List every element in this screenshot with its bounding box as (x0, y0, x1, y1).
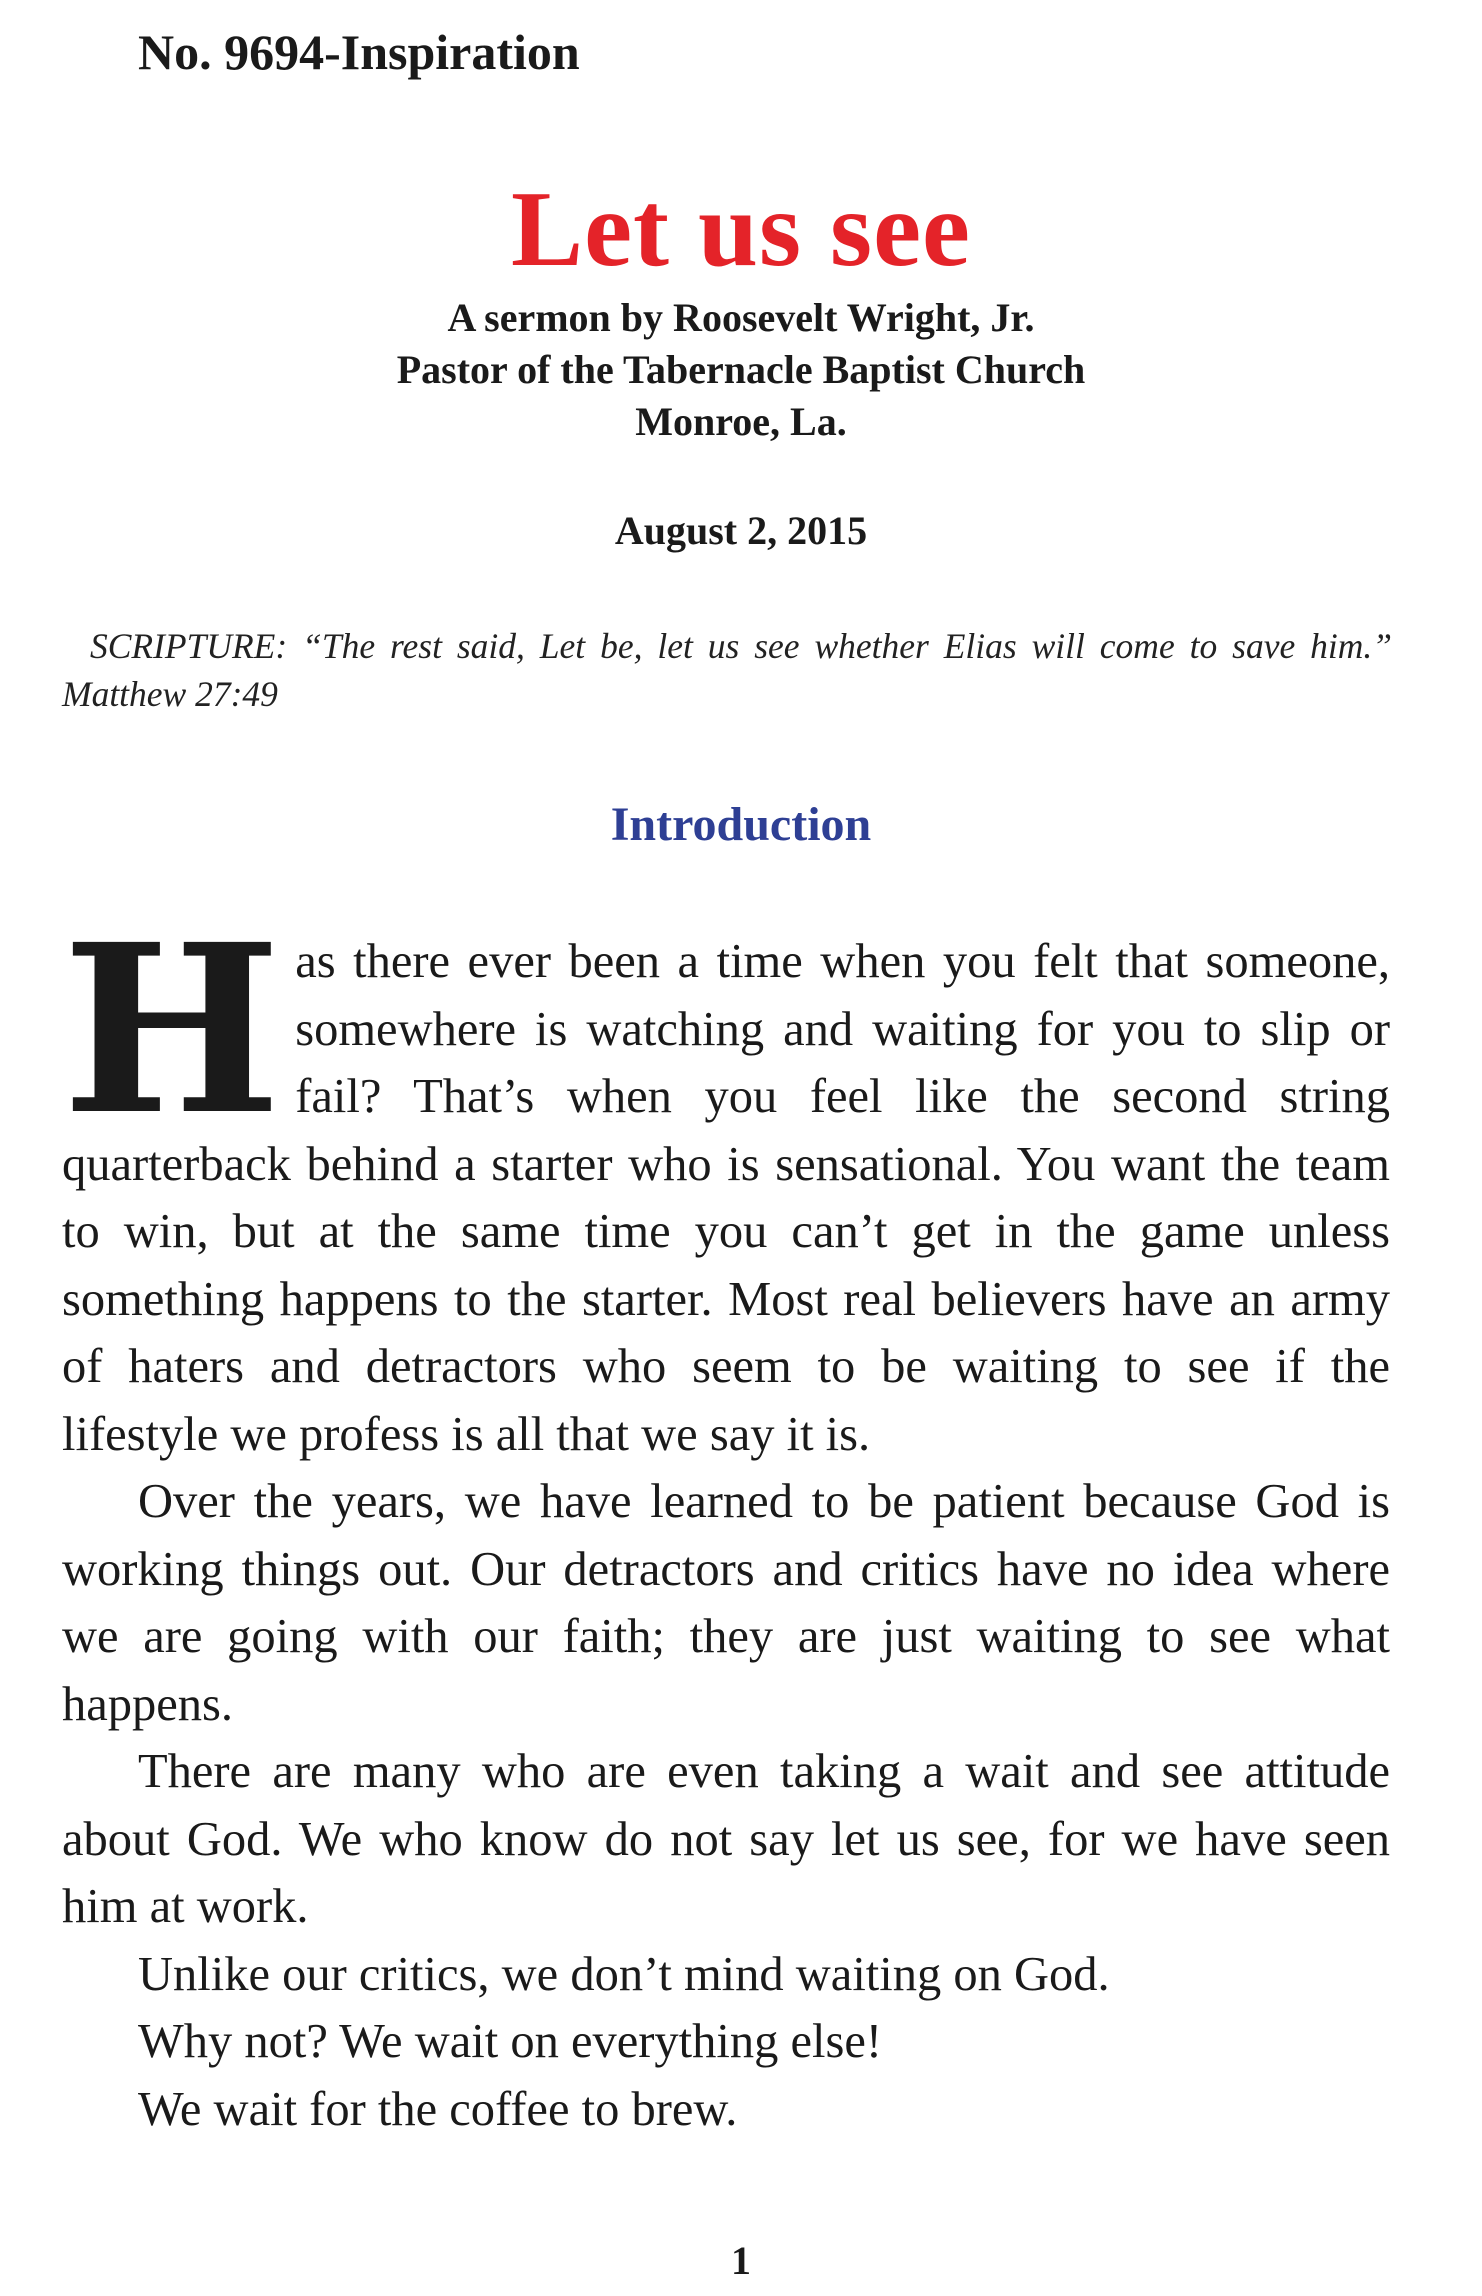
sermon-title: Let us see (511, 170, 971, 289)
drop-cap: H (62, 893, 282, 1166)
paragraph-5: Why not? We wait on everything else! (138, 2015, 883, 2068)
issue-number: No. 9694-Inspiration (138, 24, 580, 80)
paragraph-6: We wait for the coffee to brew. (138, 2082, 738, 2136)
paragraph-1-text: as there ever been a time when you felt that someone, somewhere is watching and waiting for you to slip or fail? That’s when you feel like the second string quarterback behind a starter who is sensational. You want the team to win, but at the same time you can’t get in the game unless something happens to the starter. Most real believers have an army of haters and detractors who seem to be waiting to see if the lifestyle we profess is all that we say it is. (62, 935, 1390, 1461)
byline-church: Pastor of the Tabernacle Baptist Church (396, 347, 1086, 392)
byline-location: Monroe, La. (635, 399, 847, 444)
paragraph-1 (62, 893, 1390, 1468)
section-heading: Introduction (610, 798, 872, 851)
paragraph-3: There are many who are even taking a wait and see attitude about God. We who know do not say let us see, for we have seen him at work. (62, 1745, 1390, 1933)
byline-author: A sermon by Roosevelt Wright, Jr. (447, 295, 1035, 340)
body-text (62, 893, 1390, 2143)
scripture-quote: SCRIPTURE: “The rest said, Let be, let us see whether Elias will come to save him.” Matthew 27:49 (62, 626, 1392, 714)
paragraph-2: Over the years, we have learned to be patient because God is working things out. Our detractors and critics have no idea where we are going with our faith; they are just waiting to see what happens. (62, 1475, 1390, 1731)
paragraph-4: Unlike our critics, we don’t mind waiting on God. (138, 1947, 1110, 2001)
page-number: 1 (731, 2238, 751, 2283)
sermon-date: August 2, 2015 (614, 508, 868, 553)
byline (0, 292, 1482, 448)
